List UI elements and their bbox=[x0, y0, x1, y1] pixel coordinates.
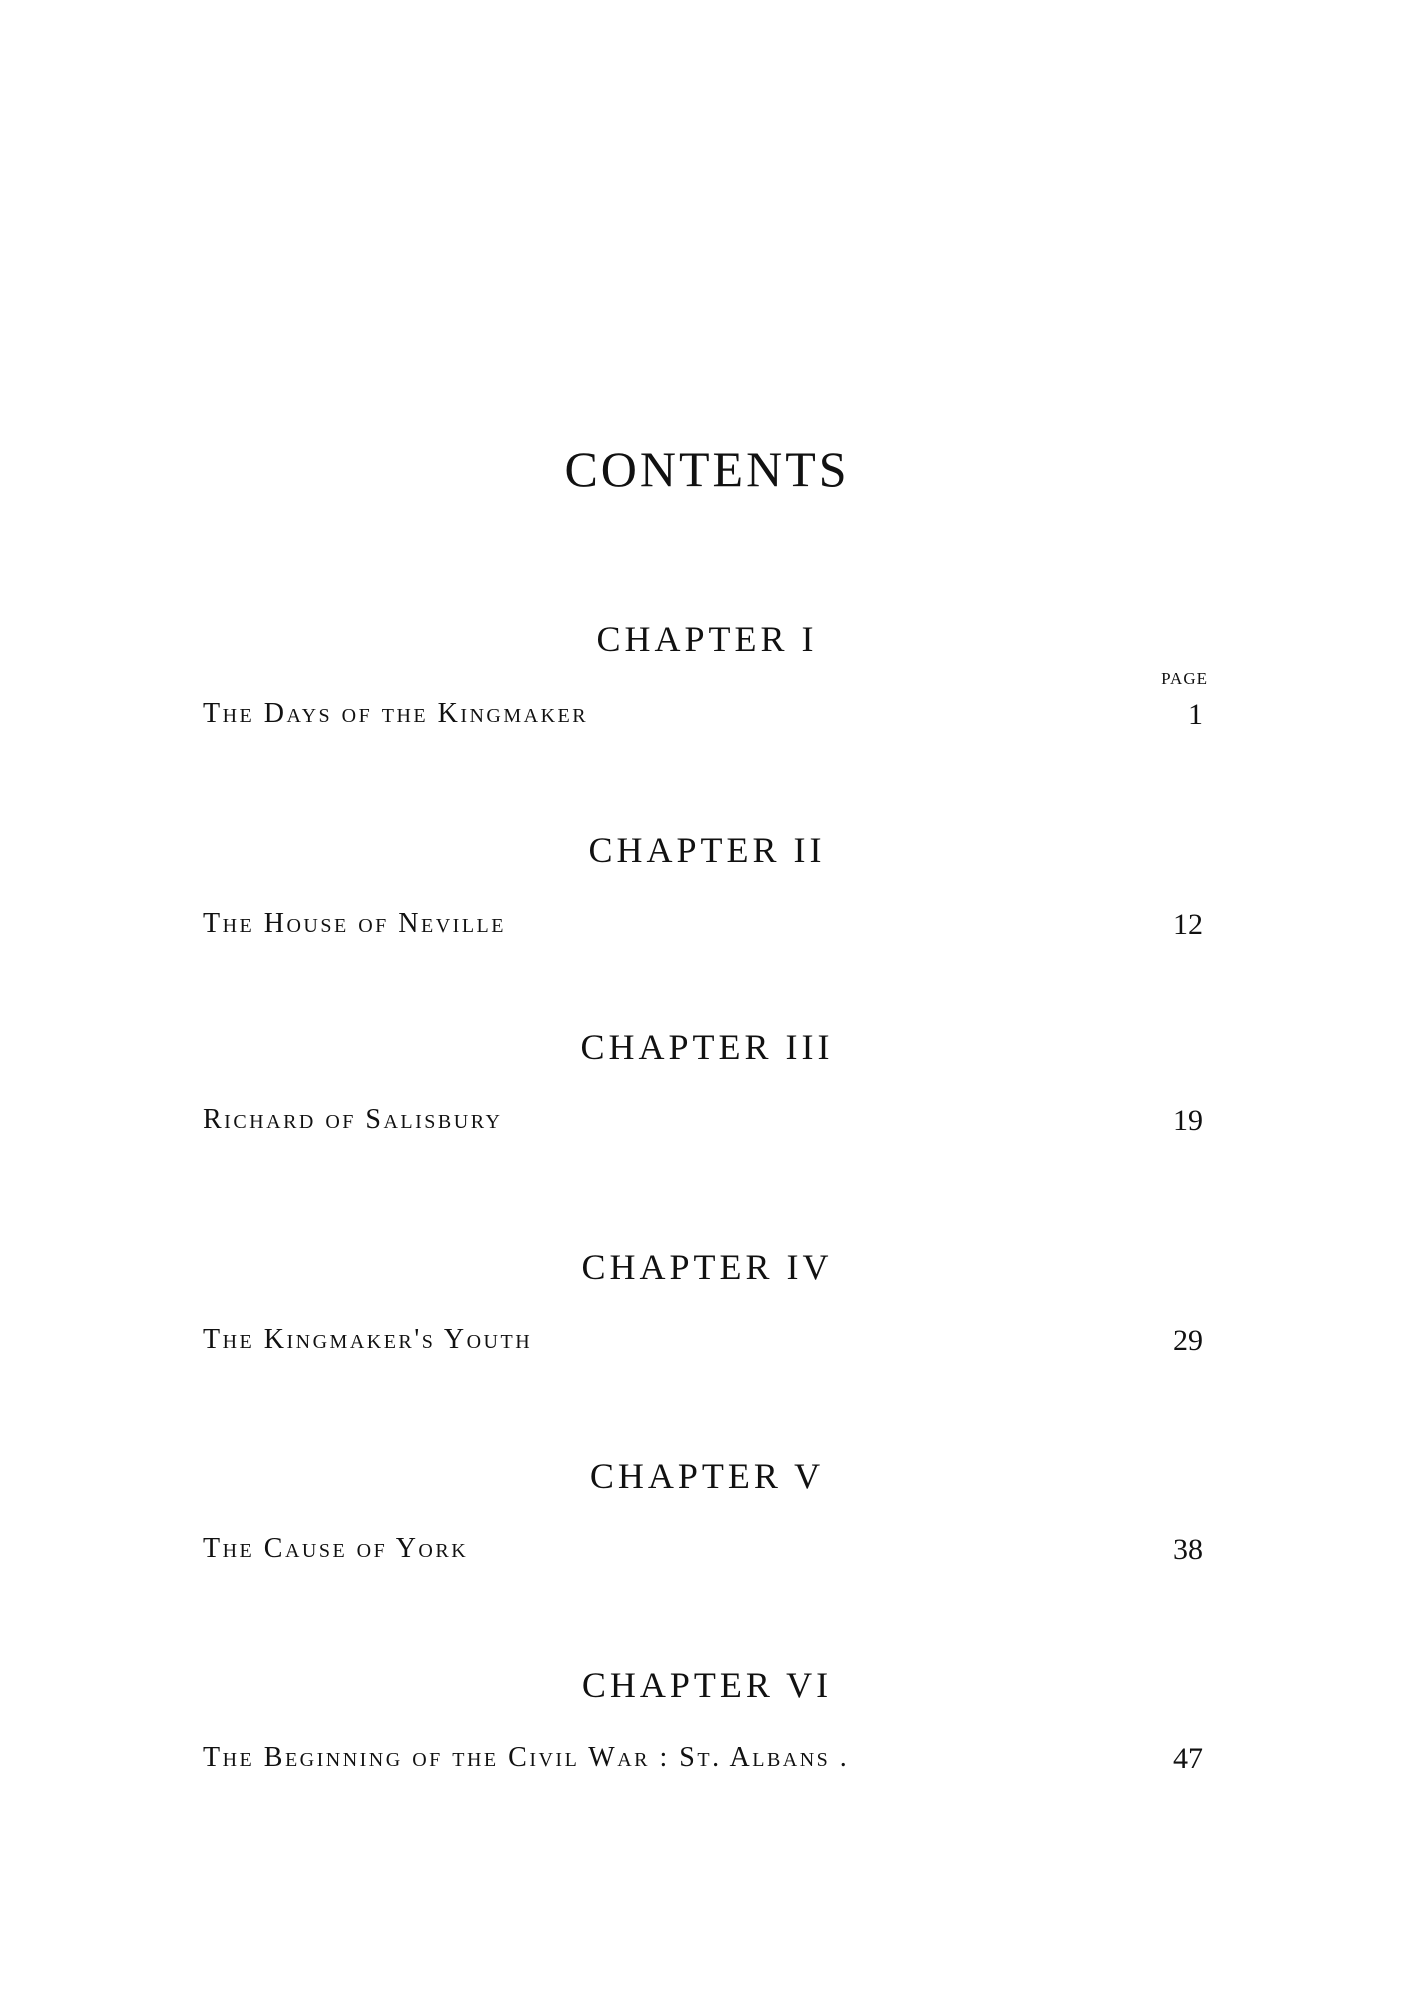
toc-entry-5[interactable] bbox=[203, 1533, 1203, 1573]
toc-entry-1[interactable] bbox=[203, 698, 1203, 738]
toc-entry-title: The Days of the Kingmaker bbox=[203, 698, 589, 729]
toc-entry-6[interactable] bbox=[203, 1742, 1203, 1782]
chapter-heading-2: CHAPTER II bbox=[588, 830, 826, 870]
toc-entry-page: 29 bbox=[1173, 1324, 1203, 1357]
toc-entry-page: 47 bbox=[1173, 1742, 1203, 1775]
toc-entry-page: 19 bbox=[1173, 1104, 1203, 1137]
chapter-heading-1: CHAPTER I bbox=[596, 619, 818, 659]
toc-entry-title: The Kingmaker's Youth bbox=[203, 1324, 533, 1355]
chapter-heading-4: CHAPTER IV bbox=[581, 1247, 833, 1287]
toc-entry-page: 1 bbox=[1188, 698, 1203, 731]
toc-entry-4[interactable] bbox=[203, 1324, 1203, 1364]
chapter-heading-5: CHAPTER V bbox=[589, 1456, 825, 1496]
chapter-heading-6: CHAPTER VI bbox=[581, 1665, 833, 1705]
page-column-label: PAGE bbox=[1161, 669, 1208, 688]
toc-entry-page: 12 bbox=[1173, 908, 1203, 941]
toc-entry-3[interactable] bbox=[203, 1104, 1203, 1144]
toc-entry-2[interactable] bbox=[203, 908, 1203, 948]
toc-entry-title: Richard of Salisbury bbox=[203, 1104, 503, 1135]
toc-entry-page: 38 bbox=[1173, 1533, 1203, 1566]
page-title: CONTENTS bbox=[564, 441, 850, 497]
toc-entry-title: The Cause of York bbox=[203, 1533, 469, 1564]
toc-entry-title: The House of Neville bbox=[203, 908, 506, 939]
toc-entry-title: The Beginning of the Civil War : St. Albans . bbox=[203, 1742, 850, 1773]
chapter-heading-3: CHAPTER III bbox=[580, 1027, 834, 1067]
